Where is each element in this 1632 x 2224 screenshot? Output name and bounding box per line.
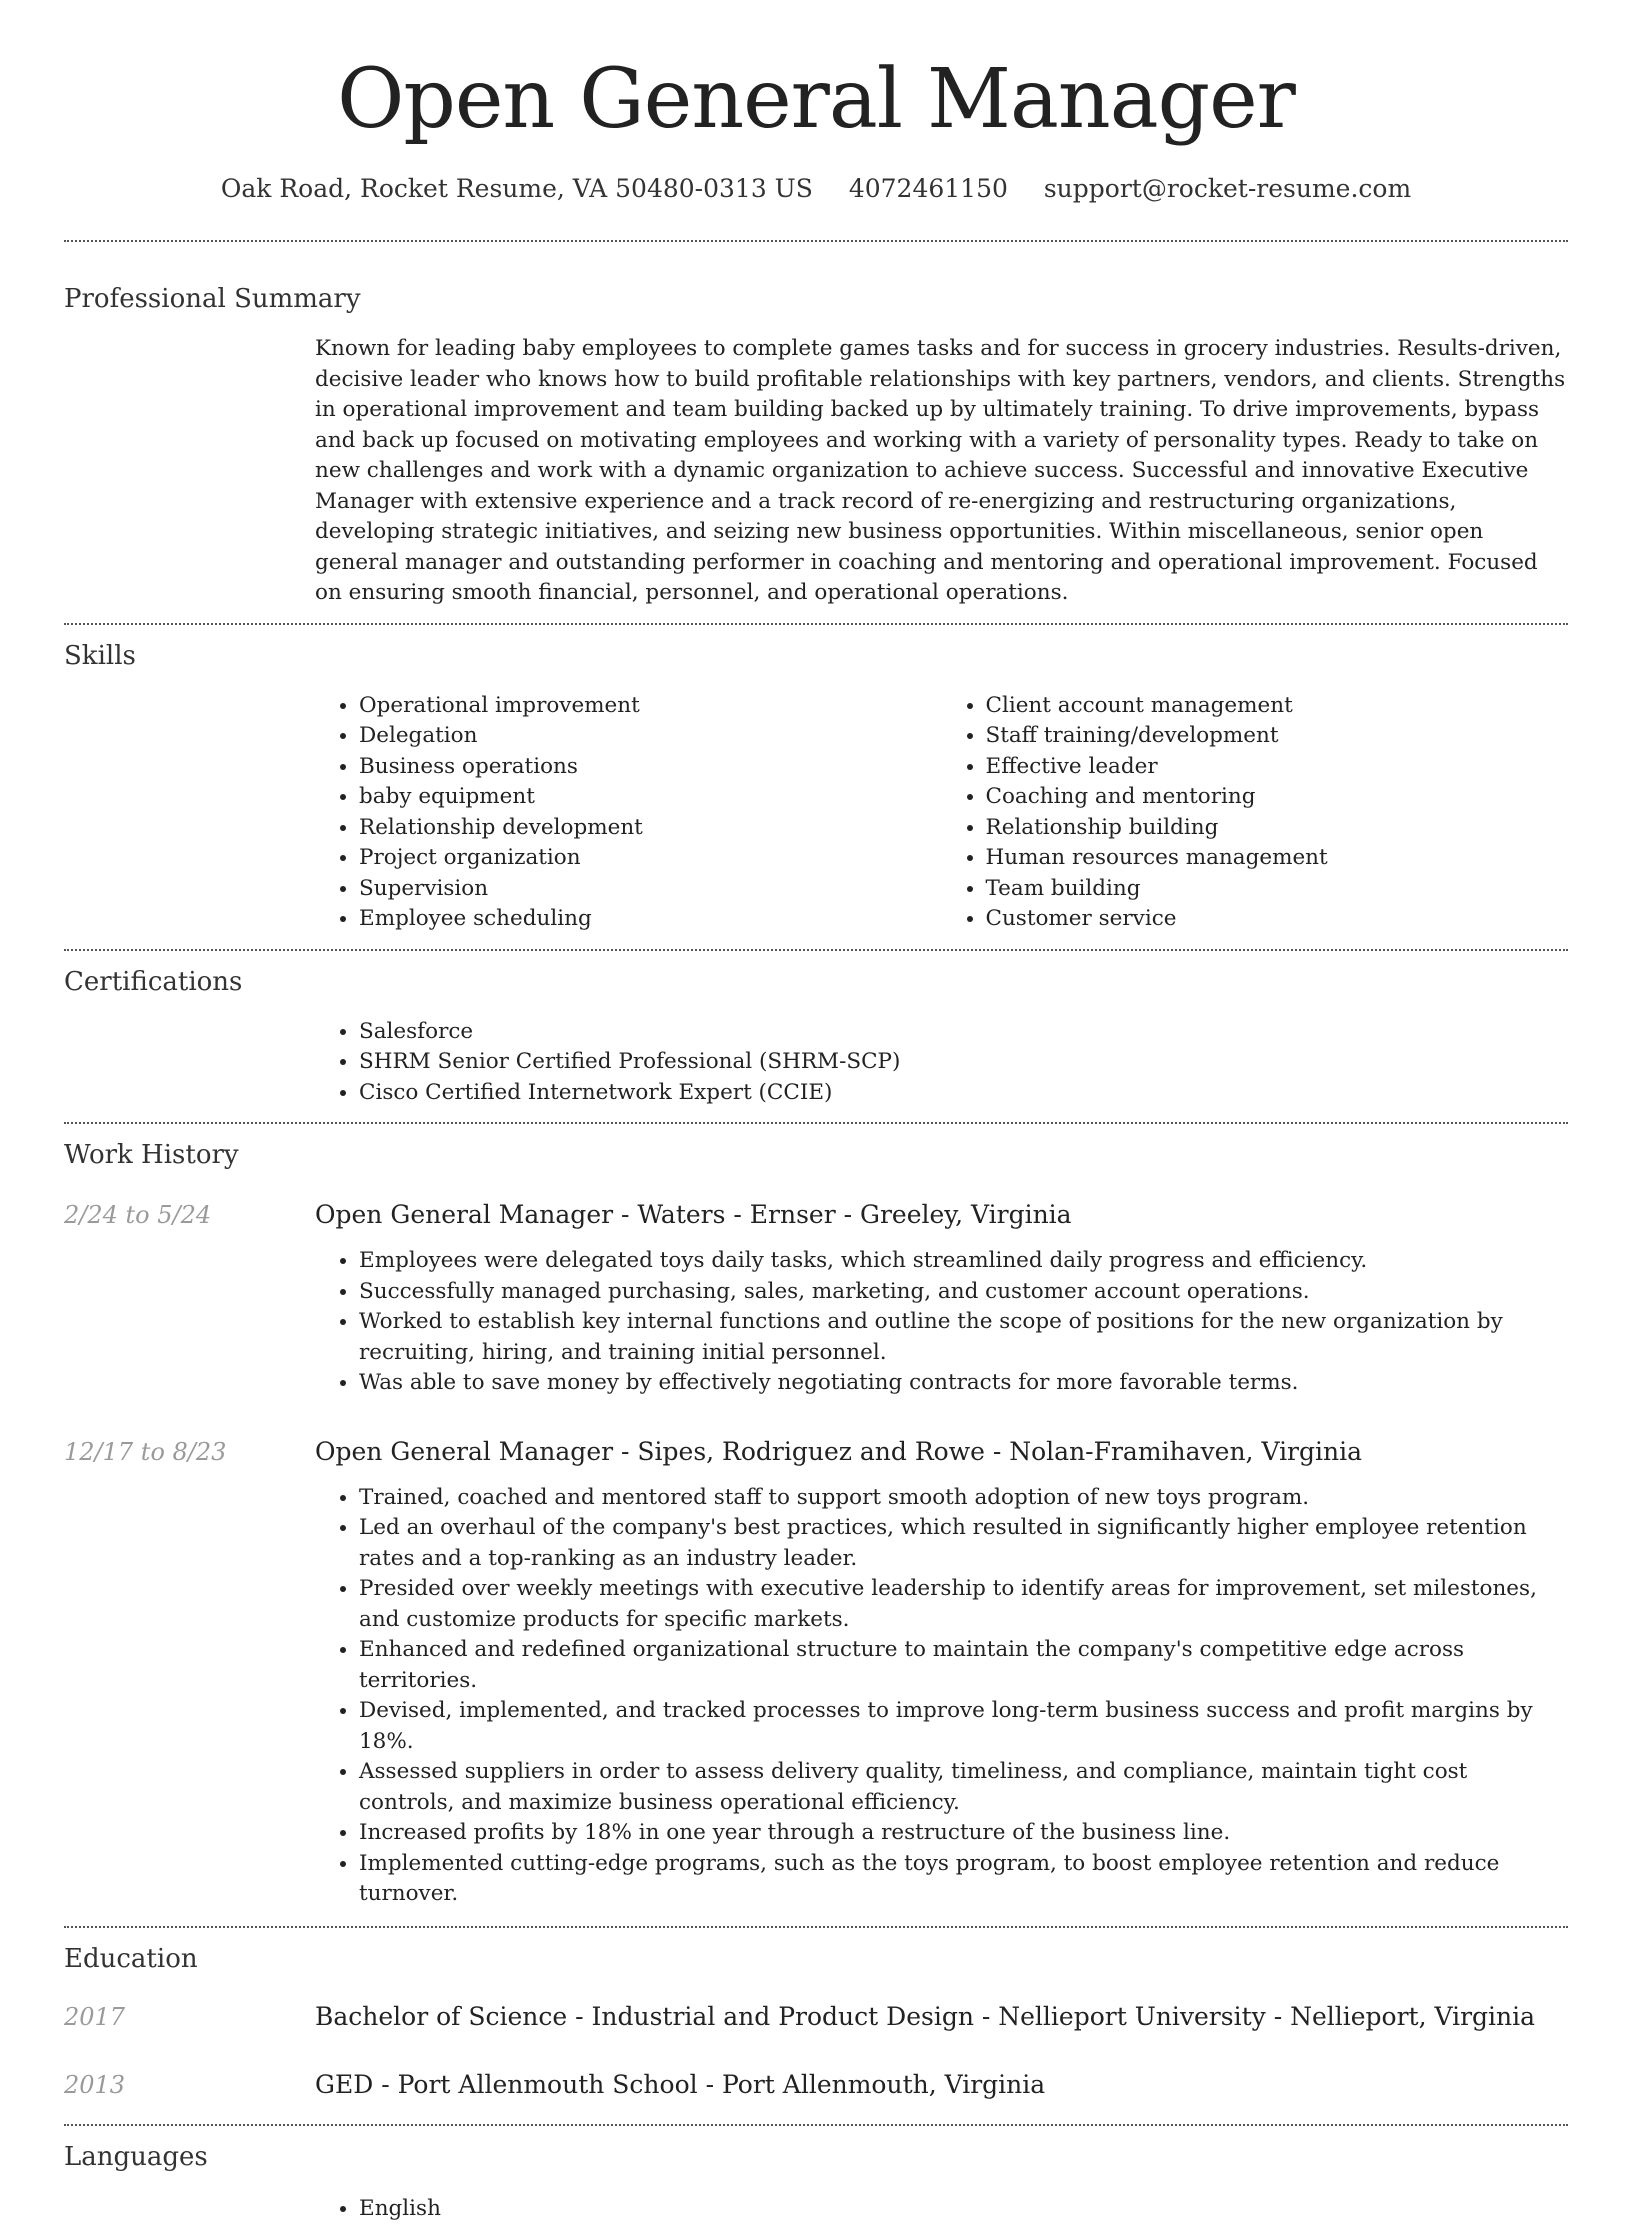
job-bullet: • Devised, implemented, and tracked processes to improve long-term business success and profit margins by 18%. (359, 1696, 1568, 1757)
job-bullet: • Increased profits by 18% in one year through a restructure of the business line. (359, 1818, 1568, 1849)
skill-item: • Project organization (359, 843, 942, 874)
work-history-title: Work History (64, 1138, 1568, 1172)
skill-item: • Operational improvement (359, 691, 942, 722)
skills-column-right (942, 691, 1569, 935)
certifications-title: Certifications (64, 965, 1568, 999)
job-entry (64, 1198, 1568, 1399)
education-heading: GED - Port Allenmouth School - Port Allenmouth, Virginia (315, 2068, 1045, 2102)
languages-list (315, 2194, 1568, 2224)
job-bullet: • Implemented cutting-edge programs, such as the toys program, to boost employee retention and reduce turnover. (359, 1849, 1568, 1910)
divider (64, 1926, 1568, 1928)
job-bullets (315, 1246, 1568, 1399)
languages-title: Languages (64, 2140, 1568, 2174)
job-bullet: • Trained, coached and mentored staff to support smooth adoption of new toys program. (359, 1483, 1568, 1514)
certifications-bullets (315, 1017, 1568, 1109)
job-body (315, 1435, 1568, 1910)
education-title: Education (64, 1942, 1568, 1976)
certification-item: • SHRM Senior Certified Professional (SHRM-SCP) (359, 1047, 1568, 1078)
skill-item: • Team building (986, 874, 1569, 905)
candidate-name: Open General Manager (64, 0, 1568, 150)
skill-item: • Client account management (986, 691, 1569, 722)
job-heading: Open General Manager - Sipes, Rodriguez and Rowe - Nolan-Framihaven, Virginia (315, 1435, 1568, 1469)
divider (64, 949, 1568, 951)
certification-item: • Cisco Certified Internetwork Expert (CCIE) (359, 1078, 1568, 1109)
certification-item: • Salesforce (359, 1017, 1568, 1048)
education-year: 2013 (64, 2068, 315, 2102)
email: support@rocket-resume.com (1044, 174, 1411, 203)
skill-item: • Relationship development (359, 813, 942, 844)
job-bullet: • Enhanced and redefined organizational structure to maintain the company's competitive edge across territories. (359, 1635, 1568, 1696)
skill-item: • Relationship building (986, 813, 1569, 844)
address: Oak Road, Rocket Resume, VA 50480-0313 US (221, 174, 813, 203)
education-entry (64, 2068, 1568, 2102)
job-heading: Open General Manager - Waters - Ernser - Greeley, Virginia (315, 1198, 1568, 1232)
job-bullet: • Successfully managed purchasing, sales, marketing, and customer account operations. (359, 1277, 1568, 1308)
contact-line (64, 172, 1568, 206)
skills-title: Skills (64, 639, 1568, 673)
languages-bullets (315, 2194, 1568, 2224)
skill-item: • Delegation (359, 721, 942, 752)
job-bullet: • Was able to save money by effectively negotiating contracts for more favorable terms. (359, 1368, 1568, 1399)
divider (64, 240, 1568, 242)
summary-text: Known for leading baby employees to complete games tasks and for success in grocery industries. Results-driven, decisive leader who knows how to build profitable relationships with key partners, vendors, and clients. Strengths in operational improvement and team building backed up by ultimately training. To drive improvements, bypass and back up focused on motivating employees and working with a variety of personality types. Ready to take on new challenges and work with a dynamic organization to achieve success. Successful and innovative Executive Manager with extensive experience and a track record of re-energizing and restructuring organizations, developing strategic initiatives, and seizing new business opportunities. Within miscellaneous, senior open general manager and outstanding performer in coaching and mentoring and operational improvement. Focused on ensuring smooth financial, personnel, and operational operations. (315, 334, 1568, 609)
education-entry (64, 2000, 1568, 2034)
skill-item: • Business operations (359, 752, 942, 783)
job-body (315, 1198, 1568, 1399)
skills-column-left (315, 691, 942, 935)
job-bullet: • Assessed suppliers in order to assess delivery quality, timeliness, and compliance, maintain tight cost controls, and maximize business operational efficiency. (359, 1757, 1568, 1818)
divider (64, 623, 1568, 625)
skill-item: • baby equipment (359, 782, 942, 813)
job-bullet: • Led an overhaul of the company's best practices, which resulted in significantly higher employee retention rates and a top-ranking as an industry leader. (359, 1513, 1568, 1574)
job-entry (64, 1435, 1568, 1910)
certifications-list (315, 1017, 1568, 1109)
skill-item: • Employee scheduling (359, 904, 942, 935)
summary-title: Professional Summary (64, 282, 1568, 316)
skill-item: • Effective leader (986, 752, 1569, 783)
skill-item: • Staff training/development (986, 721, 1569, 752)
job-dates: 2/24 to 5/24 (64, 1198, 315, 1399)
skills-list (315, 691, 1568, 935)
language-item: • English (359, 2194, 1568, 2224)
skill-item: • Customer service (986, 904, 1569, 935)
job-bullet: • Presided over weekly meetings with executive leadership to identify areas for improvement, set milestones, and customize products for specific markets. (359, 1574, 1568, 1635)
job-dates: 12/17 to 8/23 (64, 1435, 315, 1910)
job-bullet: • Employees were delegated toys daily tasks, which streamlined daily progress and efficiency. (359, 1246, 1568, 1277)
job-bullet: • Worked to establish key internal functions and outline the scope of positions for the new organization by recruiting, hiring, and training initial personnel. (359, 1307, 1568, 1368)
education-year: 2017 (64, 2000, 315, 2034)
divider (64, 2124, 1568, 2126)
skill-item: • Coaching and mentoring (986, 782, 1569, 813)
phone: 4072461150 (849, 174, 1008, 203)
job-bullets (315, 1483, 1568, 1910)
divider (64, 1122, 1568, 1124)
skill-item: • Human resources management (986, 843, 1569, 874)
education-heading: Bachelor of Science - Industrial and Product Design - Nellieport University - Nellieport, Virginia (315, 2000, 1535, 2034)
skill-item: • Supervision (359, 874, 942, 905)
